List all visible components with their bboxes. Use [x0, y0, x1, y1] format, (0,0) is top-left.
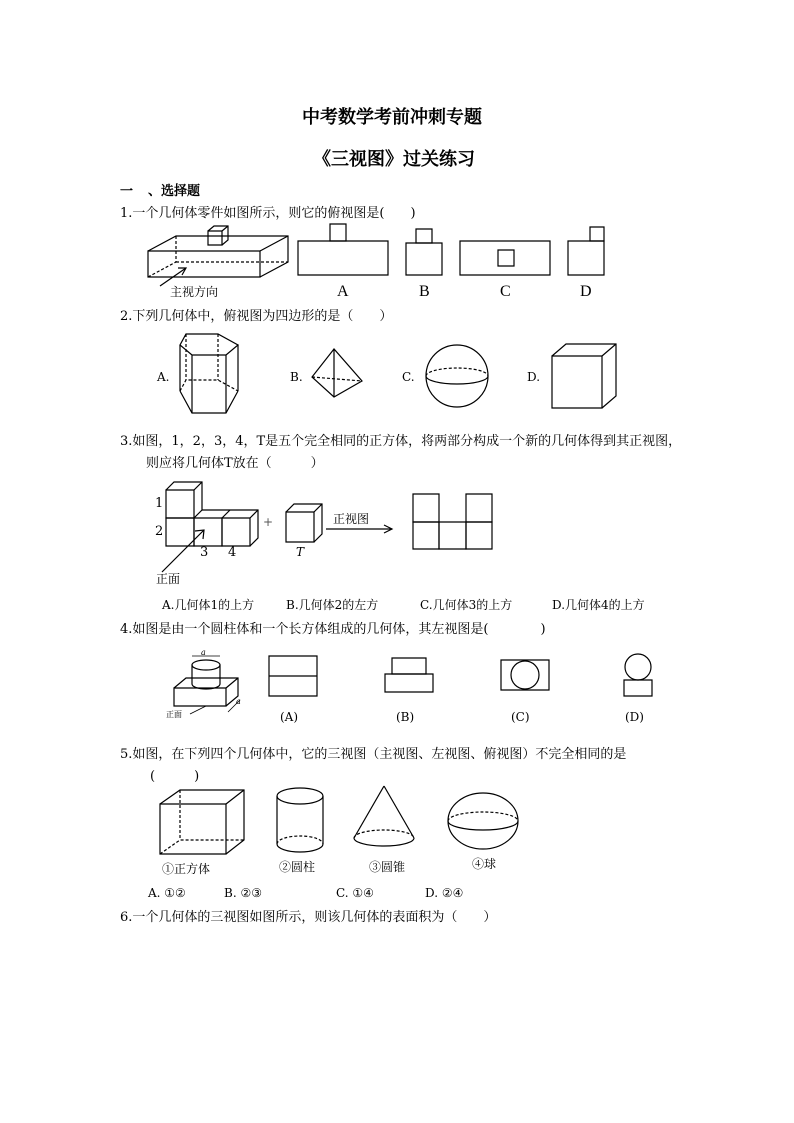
q4-option-a[interactable]: (A) — [280, 710, 299, 724]
q2-tetrahedron — [308, 347, 366, 401]
q1-a-rect — [298, 241, 388, 275]
q5-answer-d[interactable]: D. ②④ — [425, 886, 464, 900]
q1-direction-label: 主视方向 — [170, 285, 219, 299]
q2-option-d[interactable]: D. — [527, 370, 541, 384]
q1-c-square — [498, 250, 514, 266]
q3-num-4: 4 — [228, 545, 237, 560]
q3-front-arrow — [162, 530, 204, 572]
q5-answer-a[interactable]: A. ①② — [148, 886, 186, 900]
q1-small-cube — [208, 231, 222, 245]
cube-1 — [166, 490, 194, 518]
q3-front-label: 正面 — [156, 572, 181, 586]
q5-cube — [158, 788, 248, 858]
q4-option-c[interactable]: (C) — [511, 710, 530, 724]
q4-front-label: 正面 — [166, 710, 182, 719]
q2-sphere — [423, 345, 493, 409]
q5-solid-cylinder: ②圆柱 — [279, 860, 316, 874]
q5-cone — [352, 784, 416, 854]
q2-pentagonal-prism — [172, 333, 244, 415]
q1-part-figure — [140, 218, 300, 300]
q1-c-rect — [460, 241, 550, 275]
q1-d-square — [590, 227, 604, 241]
q4-front-arrow — [190, 706, 206, 714]
page-title: 中考数学考前冲刺专题 — [302, 107, 482, 128]
q4-solid-figure — [166, 650, 246, 716]
q5-solid-sphere: ④球 — [472, 857, 497, 871]
q2-option-b[interactable]: B. — [290, 370, 303, 384]
q5-solid-cube: ①正方体 — [162, 862, 211, 876]
cube-4 — [222, 518, 250, 546]
q4-option-views — [268, 654, 658, 700]
question-3-text-line1: 3.如图，1，2，3，4，T是五个完全相同的正方体，将两部分构成一个新的几何体得到其正视图， — [120, 434, 682, 449]
q5-answer-b[interactable]: B. ②③ — [224, 886, 262, 900]
q5-answer-c[interactable]: C. ①④ — [336, 886, 374, 900]
page-subtitle: 《三视图》过关练习 — [313, 149, 475, 170]
q4-option-d[interactable]: (D) — [625, 710, 644, 724]
q2-cube — [548, 342, 620, 410]
q1-b-rect — [406, 243, 442, 275]
question-3-text-line2: 则应将几何体T放在（ ） — [146, 456, 324, 471]
q1-b-square — [416, 229, 432, 243]
q5-cylinder — [274, 786, 326, 856]
question-1-text: 1.一个几何体零件如图所示，则它的俯视图是( ) — [120, 206, 416, 221]
question-5-text-line2: ( ) — [150, 769, 200, 784]
q3-num-2: 2 — [155, 524, 164, 539]
q3-num-1: 1 — [155, 496, 164, 511]
section-label: 、选择题 — [148, 184, 201, 199]
q1-option-b[interactable]: B — [419, 283, 430, 300]
q1-option-views — [298, 224, 608, 278]
q1-option-d[interactable]: D — [580, 283, 592, 300]
q4-c-circle — [511, 661, 539, 689]
q4-d-rect — [624, 680, 652, 696]
question-6-text: 6.一个几何体的三视图如图所示，则该几何体的表面积为（ ） — [120, 910, 497, 925]
question-5-text-line1: 5.如图，在下列四个几何体中，它的三视图（主视图、左视图、俯视图）不完全相同的是 — [120, 747, 627, 762]
q3-front-view-label: 正视图 — [333, 512, 370, 526]
q3-arrow — [326, 524, 396, 534]
q3-cube-group — [164, 480, 274, 590]
q3-answer-d[interactable]: D.几何体4的上方 — [552, 598, 645, 612]
q5-sphere — [446, 792, 520, 852]
question-2-text: 2.下列几何体中，俯视图为四边形的是（ ） — [120, 309, 393, 324]
q4-dim-a-side: a — [236, 697, 241, 706]
q3-answer-a[interactable]: A.几何体1的上方 — [162, 598, 255, 612]
q3-num-3: 3 — [200, 545, 209, 560]
q1-d-rect — [568, 241, 604, 275]
q3-plus-sign: + — [263, 515, 274, 529]
q3-answer-c[interactable]: C.几何体3的上方 — [420, 598, 513, 612]
question-4-text: 4.如图是由一个圆柱体和一个长方体组成的几何体，其左视图是( ) — [120, 622, 546, 637]
q2-option-c[interactable]: C. — [402, 370, 415, 384]
q3-front-view — [412, 493, 494, 551]
q1-option-c[interactable]: C — [500, 283, 511, 300]
q2-option-a[interactable]: A. — [157, 370, 170, 384]
cube-3 — [194, 518, 222, 546]
q4-b-base — [385, 674, 433, 692]
q1-a-square — [330, 224, 346, 241]
q1-option-a[interactable]: A — [337, 283, 349, 300]
q4-d-circle — [625, 654, 651, 680]
q1-box-top-side — [148, 236, 288, 277]
q3-cube-t — [284, 502, 326, 544]
cube-2 — [166, 518, 194, 546]
section-number: 一 — [120, 184, 134, 199]
q5-solid-cone: ③圆锥 — [369, 860, 406, 874]
q4-b-top — [392, 658, 426, 674]
q4-option-b[interactable]: (B) — [396, 710, 415, 724]
q1-box-front — [148, 251, 260, 277]
q3-answer-b[interactable]: B.几何体2的左方 — [286, 598, 379, 612]
q4-dim-a-top: a — [201, 648, 206, 657]
q3-t-label: T — [296, 545, 305, 559]
q4-c-rect — [501, 660, 549, 690]
